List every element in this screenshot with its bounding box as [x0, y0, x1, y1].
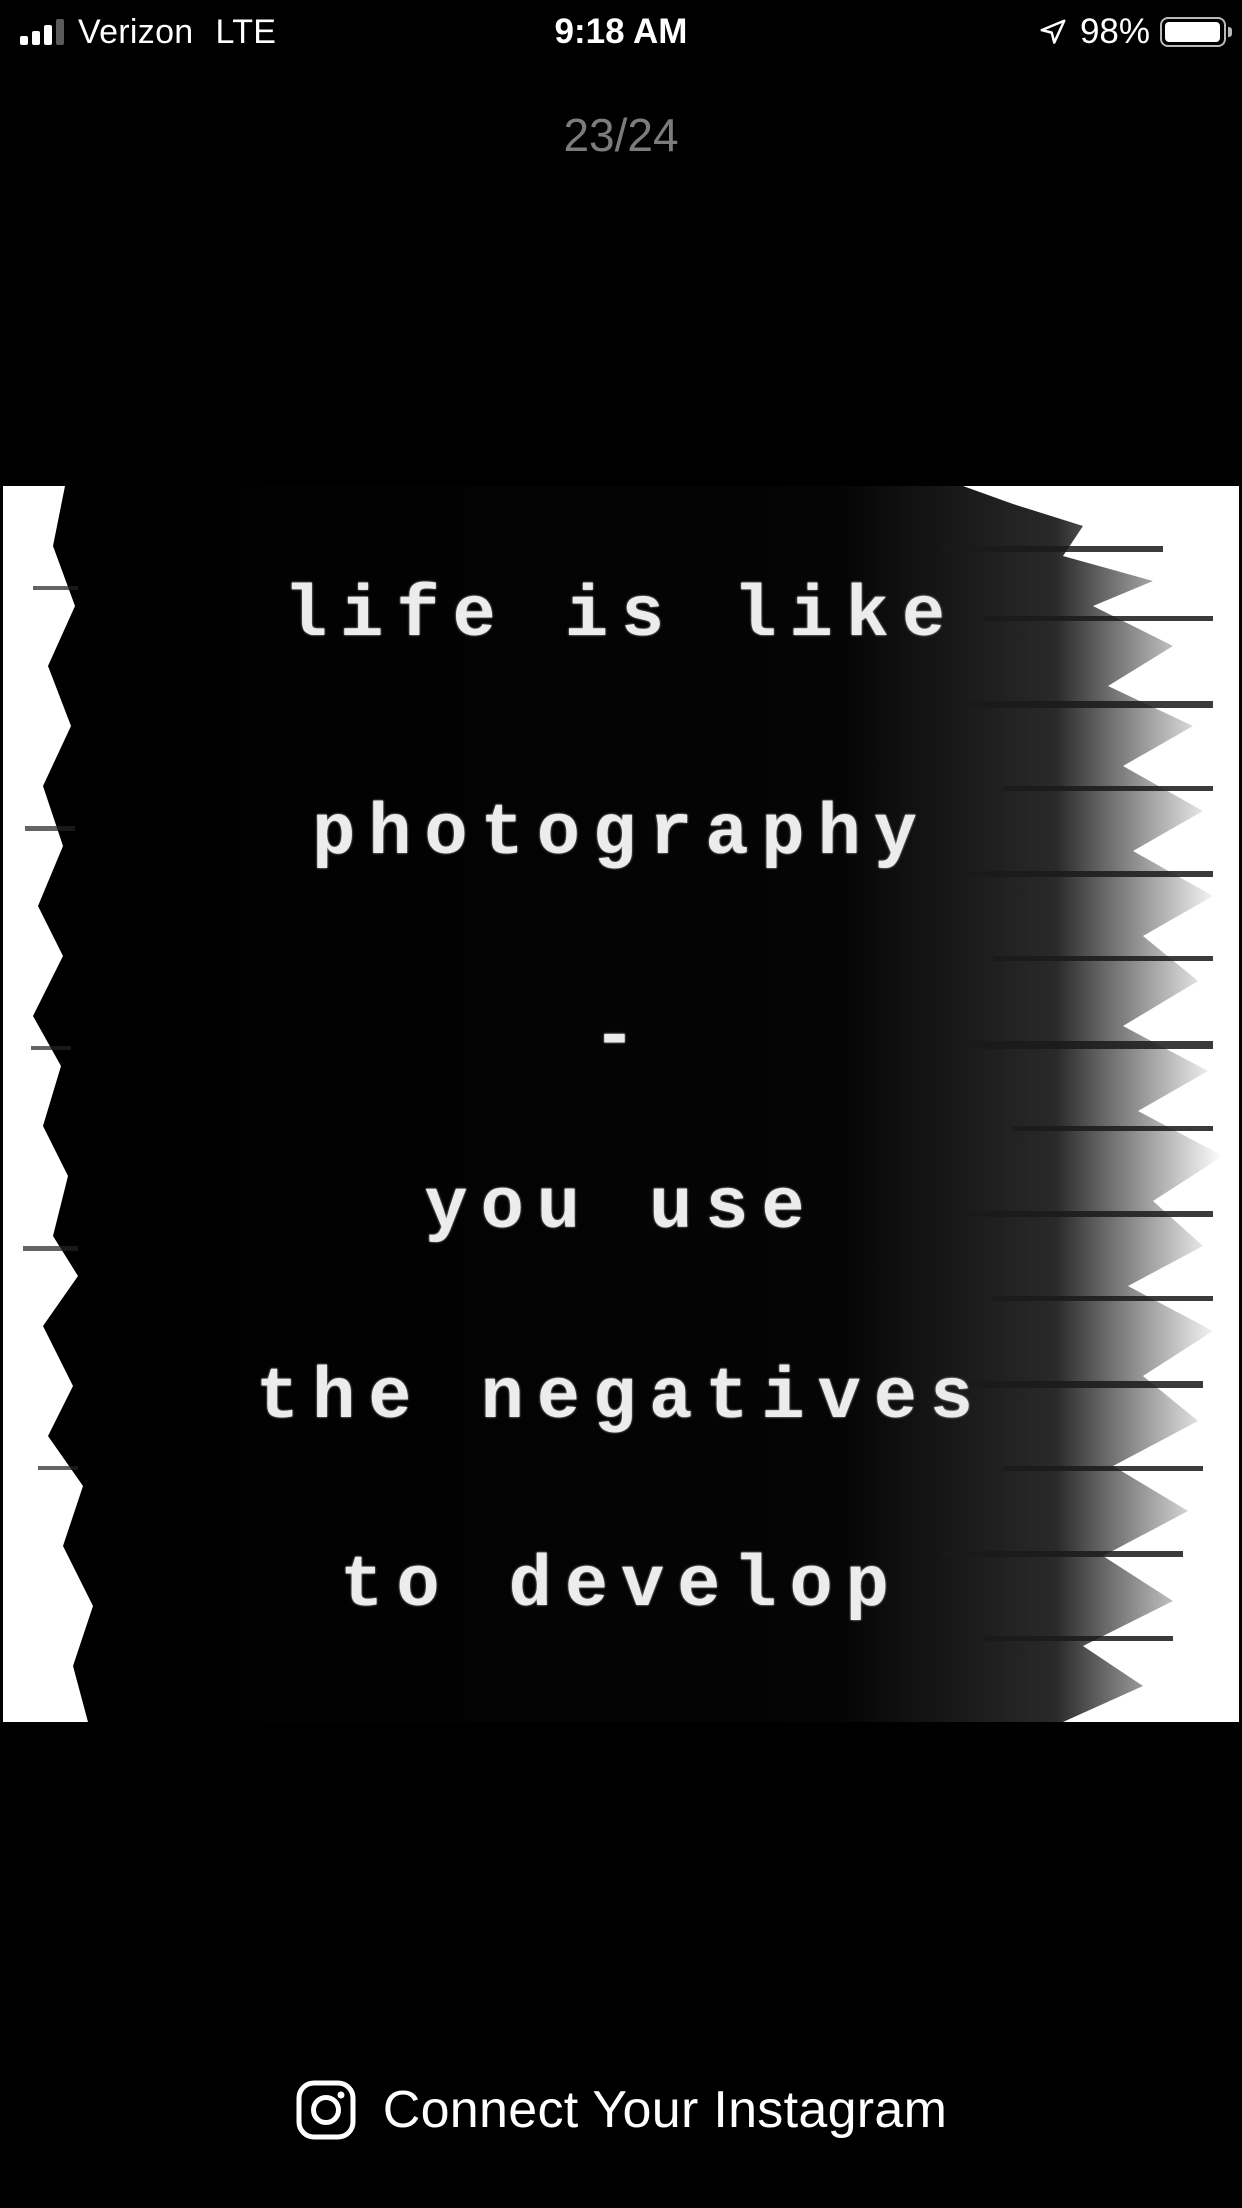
- connect-instagram-label: Connect Your Instagram: [382, 2081, 948, 2139]
- page-counter: 23/24: [563, 109, 679, 161]
- location-arrow-icon: [1038, 17, 1068, 47]
- quote-line: life is like: [283, 575, 958, 657]
- carrier-name: Verizon: [78, 12, 194, 51]
- photo[interactable]: [3, 486, 1239, 1722]
- quote-line: to develop: [340, 1545, 902, 1627]
- quote-line: you use: [424, 1167, 818, 1249]
- battery-percentage: 98%: [1079, 12, 1150, 51]
- instagram-icon: [295, 2079, 357, 2141]
- quote-line: -: [592, 997, 650, 1079]
- ink-brush-background: [3, 486, 1239, 1722]
- network-type: LTE: [215, 12, 277, 51]
- quote-line: the negatives: [255, 1357, 987, 1439]
- status-right: [1038, 10, 1226, 54]
- status-bar: [0, 0, 1242, 64]
- connect-instagram-button[interactable]: [0, 2075, 1242, 2145]
- battery-fill: [1165, 22, 1220, 42]
- clock: 9:18 AM: [554, 12, 688, 51]
- quote-line: photography: [312, 793, 930, 875]
- battery-icon: [1160, 17, 1226, 47]
